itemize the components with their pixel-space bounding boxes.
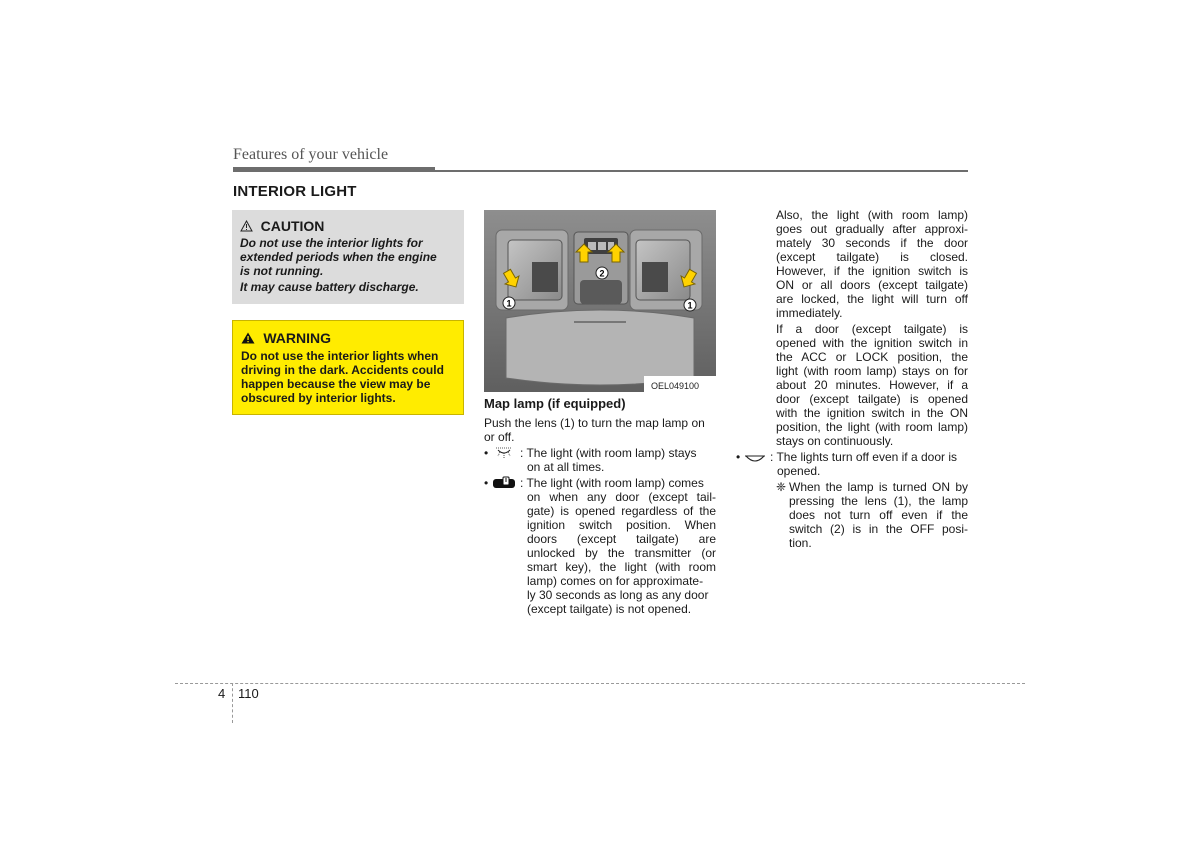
col3-para2-line: If a door (except tailgate) is <box>776 322 968 336</box>
footer-rule <box>175 683 1025 684</box>
col3-para2-line: the ACC or LOCK position, the <box>776 350 968 364</box>
map-lamp-heading: Map lamp (if equipped) <box>484 396 626 411</box>
map-lamp-intro-line: or off. <box>484 430 515 444</box>
warning-line: Do not use the interior lights when <box>241 349 439 363</box>
door-lamp-icon <box>492 476 516 494</box>
col3-para1-line: immediately. <box>776 306 843 320</box>
overhead-console-photo <box>484 210 716 392</box>
col3-para1-line: Also, the light (with room lamp) <box>776 208 968 222</box>
lamp-off-icon <box>744 451 766 469</box>
header-rule-thin <box>435 170 968 172</box>
caution-line: is not running. <box>240 264 324 278</box>
col3-para1-line: goes out gradually after approxi- <box>776 222 968 236</box>
col3-para2-line: position, the light (with room lamp) <box>776 420 968 434</box>
col3-para2-line: stays on continuously. <box>776 434 894 448</box>
col3-para1-line: mately 30 seconds if the door <box>776 236 968 250</box>
warning-line: driving in the dark. Accidents could <box>241 363 444 377</box>
warning-triangle-solid-icon <box>241 332 258 346</box>
page-number: 110 <box>238 686 259 701</box>
bullet-2-line: doors (except tailgate) are <box>527 532 716 546</box>
bullet-1-line: on at all times. <box>527 460 605 474</box>
room-lamp-on-icon <box>494 446 514 464</box>
col3-para1-line: (except tailgate) is closed. <box>776 250 968 264</box>
col3-para2-line: light (with room lamp) stays on for <box>776 364 968 378</box>
warning-title: WARNING <box>241 330 331 346</box>
note-line: does not turn off even if the <box>789 508 968 522</box>
section-header: Features of your vehicle <box>233 146 389 163</box>
header-rule-thick <box>233 167 435 172</box>
note-line: tion. <box>789 536 812 550</box>
col3-para2-line: door (except tailgate) is opened <box>776 392 968 406</box>
bullet-2-line: ly 30 seconds as long as any door <box>527 588 709 602</box>
caution-line: It may cause battery discharge. <box>240 280 419 294</box>
bullet-2-line: lamp) comes on for approximate- <box>527 574 704 588</box>
bullet-2-marker: • <box>484 476 489 490</box>
bullet-2-line: smart key), the light (with room <box>527 560 716 574</box>
warning-line: obscured by interior lights. <box>241 391 396 405</box>
bullet-3-marker: • <box>736 450 741 464</box>
col3-para1-line: However, if the ignition switch is <box>776 264 968 278</box>
warning-line: happen because the view may be <box>241 377 431 391</box>
callout-2: 2 <box>599 268 605 279</box>
caution-title: CAUTION <box>240 218 324 234</box>
callout-1-left: 1 <box>506 298 512 309</box>
note-line: pressing the lens (1), the lamp <box>789 494 968 508</box>
note-line: When the lamp is turned ON by <box>789 480 968 494</box>
note-symbol: ❈ <box>776 480 787 494</box>
bullet-2-line: (except tailgate) is not opened. <box>527 602 692 616</box>
col3-para2-line: about 20 minutes. However, if a <box>776 378 968 392</box>
bullet-2-line: ignition switch position. When <box>527 518 716 532</box>
bullet-2-line: on when any door (except tail- <box>527 490 716 504</box>
map-lamp-intro-line: Push the lens (1) to turn the map lamp on <box>484 416 705 430</box>
figure-code: OEL049100 <box>651 381 700 391</box>
callout-1-right: 1 <box>687 300 693 311</box>
bullet-2-line: unlocked by the transmitter (or <box>527 546 716 560</box>
col3-para2-line: with the ignition switch in the ON <box>776 406 968 420</box>
overhead-console-illustration <box>484 210 716 392</box>
footer-divider <box>232 683 233 723</box>
warning-triangle-outline-icon <box>240 219 257 234</box>
chapter-number: 4 <box>218 686 226 701</box>
caution-line: Do not use the interior lights for <box>240 236 423 250</box>
bullet-3-line: : The lights turn off even if a door is <box>770 450 957 464</box>
bullet-1-marker: • <box>484 446 489 460</box>
col3-para1-line: are locked, the light will turn off <box>776 292 968 306</box>
col3-para1-line: ON or all doors (except tailgate) <box>776 278 968 292</box>
bullet-1-line: : The light (with room lamp) stays <box>520 446 697 460</box>
bullet-2-line: : The light (with room lamp) comes <box>520 476 704 490</box>
col3-para2-line: opened with the ignition switch in <box>776 336 968 350</box>
page-title: INTERIOR LIGHT <box>233 183 357 200</box>
bullet-2-line: gate) is opened regardless of the <box>527 504 716 518</box>
bullet-3-line: opened. <box>777 464 821 478</box>
note-line: switch (2) is in the OFF posi- <box>789 522 968 536</box>
caution-line: extended periods when the engine <box>240 250 437 264</box>
